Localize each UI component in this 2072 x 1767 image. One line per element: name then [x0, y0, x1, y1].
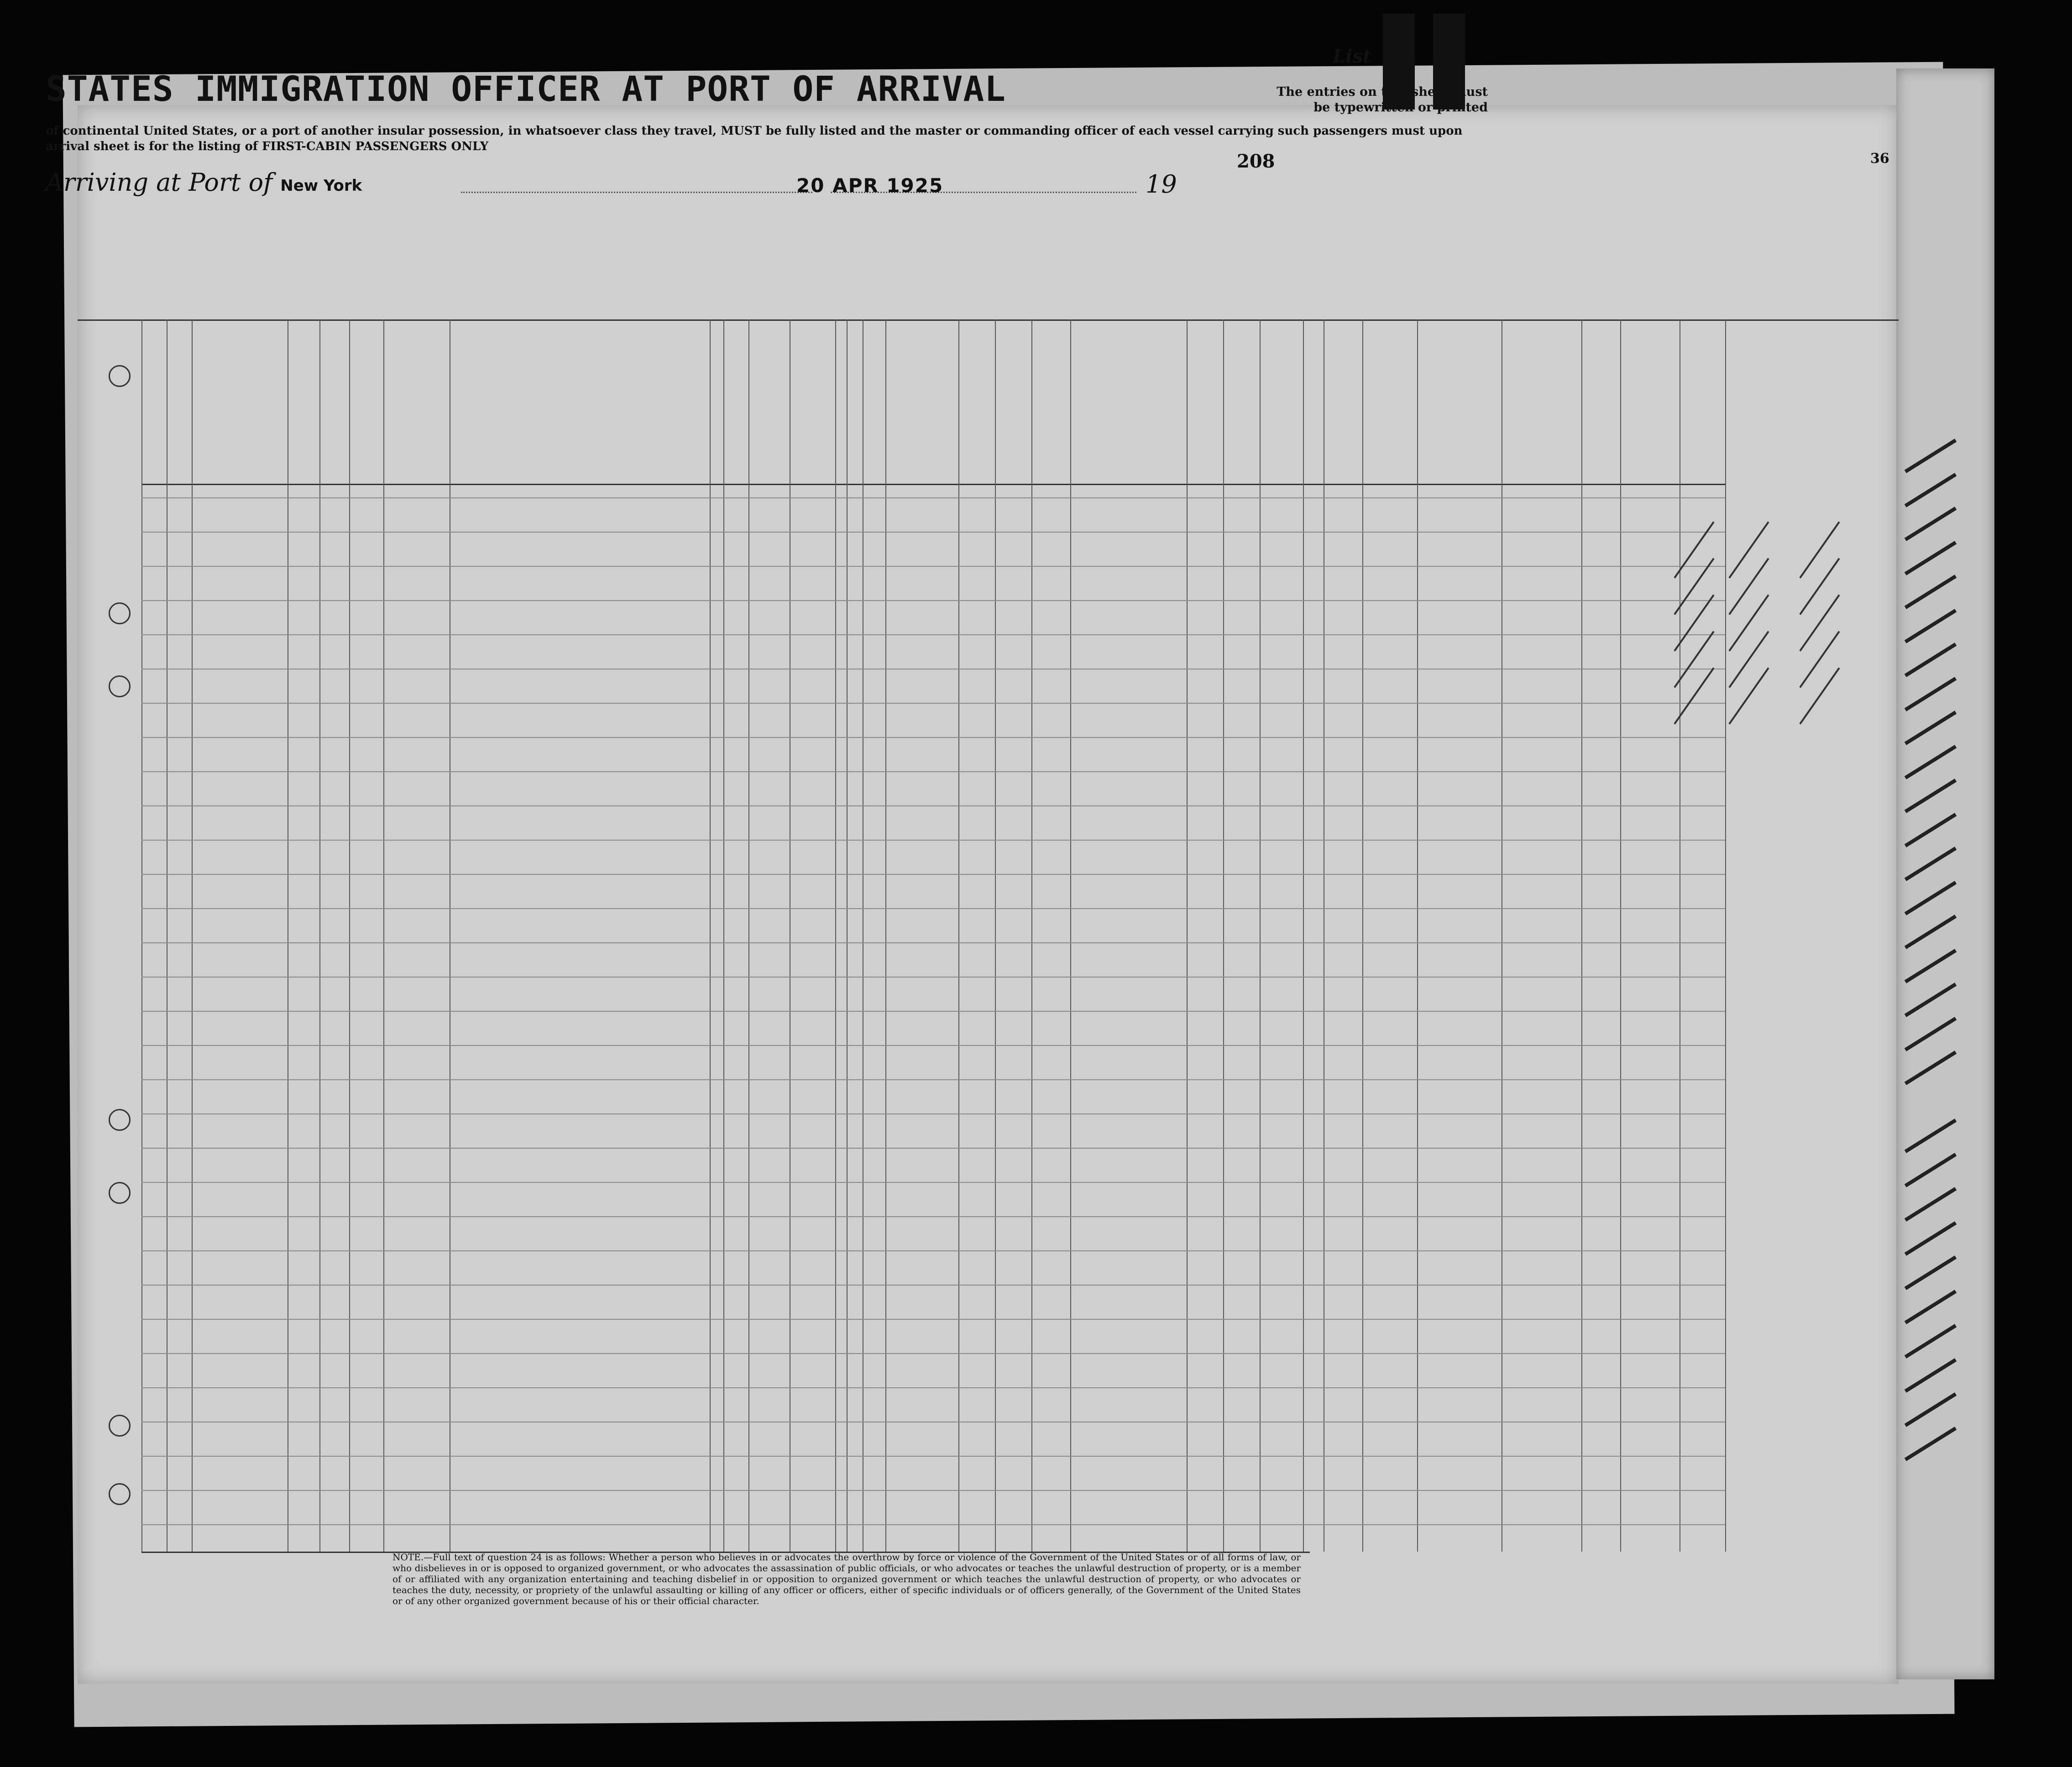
column-divider	[319, 319, 320, 1552]
column-divider	[1417, 319, 1418, 1552]
arrival-date-stamp: 20 APR 1925	[796, 174, 944, 197]
entries-note: The entries on this sheet must be typewritten or printed	[1277, 85, 1488, 115]
column-divider	[723, 319, 724, 1552]
strip-tick-mark	[1905, 1290, 1957, 1324]
strip-tick-mark	[1905, 541, 1957, 575]
column-divider	[1362, 319, 1363, 1552]
column-divider	[710, 319, 711, 1552]
visa-check-mark	[1799, 521, 1840, 578]
row-divider	[141, 497, 1725, 498]
strip-tick-mark	[1905, 507, 1957, 541]
column-divider	[1581, 319, 1582, 1552]
visa-check-mark	[1799, 558, 1840, 615]
row-divider	[141, 532, 1725, 533]
sheet-number: 208	[1237, 151, 1275, 172]
punch-hole	[109, 1415, 131, 1437]
row-divider	[141, 1079, 1725, 1080]
row-divider	[141, 634, 1725, 635]
arrival-port: New York	[280, 177, 362, 195]
row-divider	[141, 566, 1725, 567]
strip-tick-mark	[1905, 813, 1957, 847]
column-divider	[835, 319, 836, 1552]
punch-hole	[109, 1109, 131, 1131]
header-rule	[78, 319, 1899, 321]
strip-tick-mark	[1905, 439, 1957, 473]
visa-check-mark	[1728, 558, 1769, 615]
row-divider	[141, 977, 1725, 978]
strip-tick-mark	[1905, 1255, 1957, 1290]
strip-tick-mark	[1905, 1119, 1957, 1153]
visa-check-mark	[1728, 631, 1769, 688]
visa-check-mark	[1728, 667, 1769, 724]
strip-tick-mark	[1905, 779, 1957, 813]
strip-tick-mark	[1905, 983, 1957, 1017]
strip-tick-mark	[1905, 711, 1957, 745]
visa-check-mark	[1728, 594, 1769, 651]
column-divider	[1260, 319, 1261, 1552]
strip-tick-mark	[1905, 745, 1957, 779]
strip-tick-mark	[1905, 609, 1957, 643]
row-divider	[141, 942, 1725, 943]
visa-check-mark	[1799, 631, 1840, 688]
strip-tick-mark	[1905, 1221, 1957, 1256]
strip-tick-mark	[1905, 949, 1957, 983]
strip-tick-mark	[1905, 881, 1957, 915]
strip-tick-mark	[1905, 1392, 1957, 1427]
punch-hole	[109, 675, 131, 697]
punch-hole	[109, 1182, 131, 1204]
footnote: NOTE.—Full text of question 24 is as follows: Whether a person who believes in or advocates the overthrow by force or violence of the Government of the United States or of all forms of law, or who disbelieves in or is opposed to organized government, or who advocates the assassination of public officials, or who advocates or teaches the unlawful destruction of property, or is a member of or affiliated with any organization entertaining and teaching disbelief in or opposition to organized government or which teaches the unlawful destruction of property, or who advocates or teaches the duty, necessity, or propriety of the unlawful assaulting or killing of any officer or officers, either of specific individuals or of officers generally, of the Government of the United States or of any other organized government because of his or their official character.	[392, 1552, 1301, 1606]
column-divider	[1303, 319, 1304, 1552]
column-divider	[885, 319, 886, 1552]
punch-hole	[109, 365, 131, 387]
header-bottom-rule	[141, 484, 1725, 485]
column-divider	[383, 319, 384, 1552]
strip-tick-mark	[1905, 847, 1957, 881]
strip-tick-mark	[1905, 1051, 1957, 1085]
year-prefix: 19	[1146, 170, 1177, 199]
row-divider	[141, 1285, 1725, 1286]
row-divider	[141, 771, 1725, 772]
column-divider	[1187, 319, 1188, 1552]
row-divider	[141, 1216, 1725, 1217]
row-divider	[141, 1490, 1725, 1491]
strip-tick-mark	[1905, 1324, 1957, 1359]
column-divider	[748, 319, 749, 1552]
strip-tick-mark	[1905, 1427, 1957, 1461]
strip-tick-mark	[1905, 473, 1957, 507]
row-divider	[141, 908, 1725, 909]
row-divider	[141, 1148, 1725, 1149]
row-divider	[141, 1319, 1725, 1320]
column-divider	[1725, 319, 1726, 1552]
strip-tick-mark	[1905, 643, 1957, 677]
strip-tick-mark	[1905, 575, 1957, 609]
visa-check-mark	[1799, 667, 1840, 724]
strip-tick-mark	[1905, 677, 1957, 711]
column-36-label: 36	[1870, 151, 1889, 167]
row-divider	[141, 840, 1725, 841]
punch-hole	[109, 1483, 131, 1505]
strip-tick-mark	[1905, 1017, 1957, 1051]
row-divider	[141, 805, 1725, 806]
column-divider	[1031, 319, 1032, 1552]
row-divider	[141, 1011, 1725, 1012]
row-divider	[141, 1353, 1725, 1354]
row-divider	[141, 1250, 1725, 1251]
page-title: STATES IMMIGRATION OFFICER AT PORT OF ARRIVAL	[46, 68, 1006, 109]
row-divider	[141, 1045, 1725, 1046]
strip-tick-mark	[1905, 1187, 1957, 1222]
arriving-label: Arriving at Port of	[46, 168, 273, 197]
column-divider	[958, 319, 959, 1552]
column-divider	[192, 319, 193, 1552]
row-divider	[141, 737, 1725, 738]
row-divider	[141, 1456, 1725, 1457]
row-divider	[141, 703, 1725, 704]
column-divider	[349, 319, 350, 1552]
row-divider	[141, 1524, 1725, 1525]
column-divider	[1223, 319, 1224, 1552]
visa-check-mark	[1799, 594, 1840, 651]
column-divider	[995, 319, 996, 1552]
column-divider	[141, 319, 142, 1552]
visa-check-mark	[1728, 521, 1769, 578]
list-label: List	[1333, 46, 1371, 67]
strip-tick-mark	[1905, 1153, 1957, 1187]
punch-hole	[109, 602, 131, 624]
row-divider	[141, 874, 1725, 875]
strip-tick-mark	[1905, 915, 1957, 949]
row-divider	[141, 1182, 1725, 1183]
row-divider	[141, 1387, 1725, 1388]
column-divider	[1070, 319, 1071, 1552]
column-divider	[847, 319, 848, 1552]
strip-tick-mark	[1905, 1358, 1957, 1393]
row-divider	[141, 600, 1725, 601]
column-divider	[1620, 319, 1621, 1552]
page-subtitle: of continental United States, or a port of another insular possession, in whatsoever class they travel, MUST be fully listed and the master or commanding officer of each vessel carrying such passengers must upon arrival sheet is for the listing of FIRST-CABIN PASSENGERS ONLY	[46, 124, 1463, 153]
